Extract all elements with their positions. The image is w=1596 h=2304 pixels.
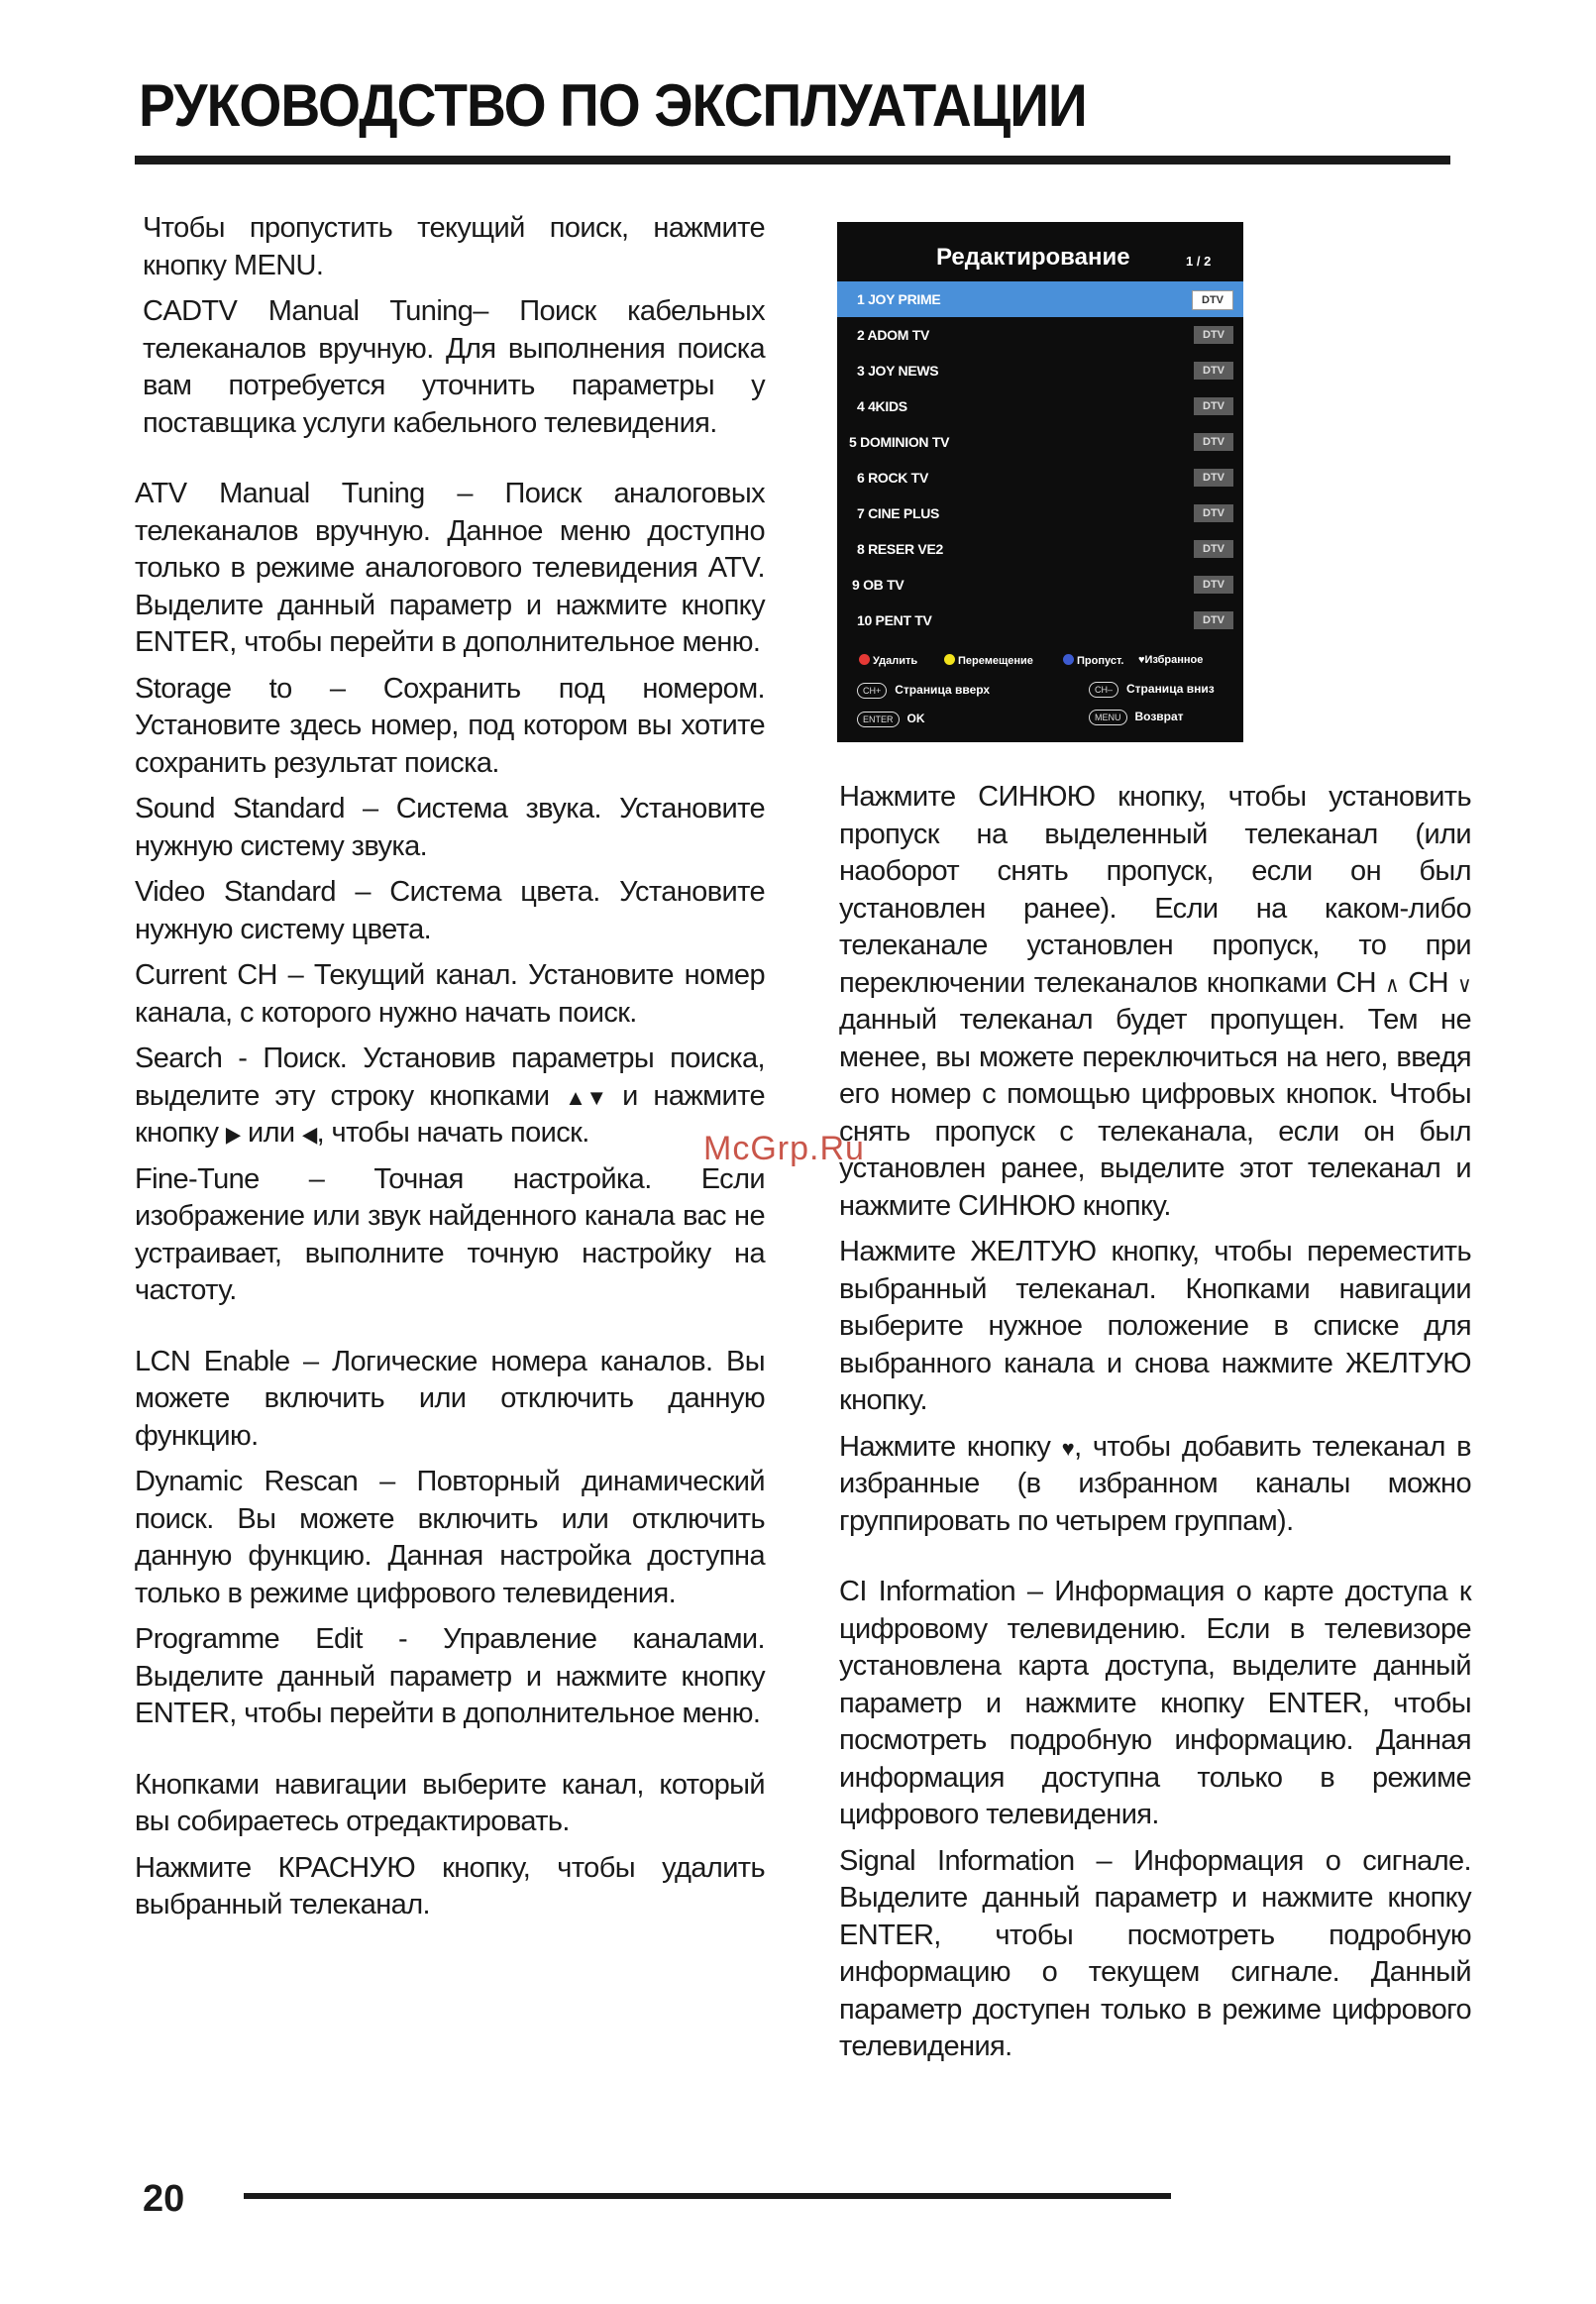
paragraph-blue-button: Нажмите СИНЮЮ кнопку, чтобы установить пропуск на выделенный телеканал (или наоборот снять пропуск, если он был установлен ранее). Если на каком-либо телеканале установлен пропуск, то при переключении телеканалов кнопками CH ∧ CH ∨ данный телеканал будет пропущен. Тем не менее, вы можете переключиться на него, введя его номер с помощью цифровых кнопок. Чтобы снять пропуск с телеканала, если он был установлен ранее, выделите этот телеканал и нажмите СИНЮЮ кнопку. (839, 781, 1471, 1222)
menu-key: MENU (1089, 710, 1127, 725)
dtv-badge: DTV (1194, 504, 1233, 522)
paragraph-ci-information: CI Information – Информация о карте доступа к цифровому телевидению. Если в телевизоре установлена карта доступа, выделите данный параметр и нажмите кнопку ENTER, чтобы посмотреть подробную информацию. Данная информация доступна только в режиме цифрового телевидения. (839, 1576, 1471, 1830)
channel-list (837, 281, 1243, 638)
paragraph-current-ch: Current CH – Текущий канал. Установите номер канала, с которого нужно начать поиск. (135, 959, 765, 1029)
title-rule (135, 156, 1450, 165)
dtv-badge: DTV (1194, 576, 1233, 594)
page-title: РУКОВОДСТВО ПО ЭКСПЛУАТАЦИИ (139, 72, 1087, 139)
channel-row[interactable]: 4 4KIDS DTV (837, 388, 1243, 424)
legend-delete: Удалить (859, 654, 917, 667)
watermark: McGrp.Ru (703, 1130, 865, 1167)
tv-menu-title: Редактирование (936, 244, 1130, 271)
paragraph-programme-edit: Programme Edit - Управление каналами. Выделите данный параметр и нажмите кнопку ENTER, чтобы перейти в дополнительное меню. (135, 1623, 765, 1729)
nav-page-down: CH– Страница вниз (1089, 682, 1215, 698)
nav-ok: ENTER OK (857, 712, 925, 727)
dtv-badge: DTV (1194, 362, 1233, 380)
paragraph-yellow-button: Нажмите ЖЕЛТУЮ кнопку, чтобы переместить выбранный телеканал. Кнопками навигации выберите нужное положение в списке для выбранного канала и снова нажмите ЖЕЛТУЮ кнопку. (839, 1236, 1471, 1416)
channel-row[interactable]: 7 CINE PLUS DTV (837, 495, 1243, 531)
search-text-a: Search - Поиск. Установив параметры поиска, выделите эту строку кнопками (135, 1042, 765, 1112)
up-down-arrows-icon: ▲▼ (565, 1084, 607, 1110)
heart-icon: ♥ (1138, 654, 1145, 666)
search-text-c: или (248, 1117, 295, 1149)
tv-page-indicator: 1 / 2 (1186, 254, 1212, 269)
right-column (839, 779, 1471, 2075)
paragraph-fine-tune: Fine-Tune – Точная настройка. Если изображение или звук найденного канала вас не устраивает, выполните точную настройку на частоту. (135, 1162, 765, 1306)
channel-row[interactable]: 3 JOY NEWS DTV (837, 353, 1243, 388)
paragraph-cadtv-manual-tuning: CADTV Manual Tuning– Поиск кабельных телеканалов вручную. Для выполнения поиска вам потребуется уточнить параметры у поставщика услуги кабельного телевидения. (143, 295, 765, 439)
channel-row[interactable]: 8 RESER VE2 DTV (837, 531, 1243, 567)
channel-row[interactable]: 9 OB TV DTV (837, 567, 1243, 603)
ch-plus-key: CH+ (857, 683, 887, 699)
paragraph-dynamic-rescan: Dynamic Rescan – Повторный динамический поиск. Вы можете включить или отключить данную функцию. Данная настройка доступна только в режиме цифрового телевидения. (135, 1466, 765, 1609)
ch-minus-key: CH– (1089, 682, 1118, 698)
paragraph-sound-standard: Sound Standard – Система звука. Установите нужную систему звука. (135, 793, 765, 862)
channel-row[interactable]: 10 PENT TV DTV (837, 603, 1243, 638)
channel-row[interactable]: 5 DOMINION TV DTV (837, 424, 1243, 460)
channel-row[interactable]: 6 ROCK TV DTV (837, 460, 1243, 495)
yellow-dot-icon (944, 654, 955, 665)
paragraph-video-standard: Video Standard – Система цвета. Установите нужную систему цвета. (135, 876, 765, 945)
tv-header (837, 240, 1243, 279)
paragraph-red-button: Нажмите КРАСНУЮ кнопку, чтобы удалить выбранный телеканал. (135, 1851, 765, 1920)
heart-icon: ♥ (1061, 1435, 1075, 1461)
dtv-badge: DTV (1194, 326, 1233, 344)
paragraph-atv-manual-tuning: ATV Manual Tuning – Поиск аналоговых телеканалов вручную. Данное меню доступно только в режиме аналогового телевидения ATV. Выделите данный параметр и нажмите кнопку ENTER, чтобы перейти в дополнительное меню. (135, 478, 765, 658)
blue-dot-icon (1063, 654, 1074, 665)
dtv-badge: DTV (1194, 611, 1233, 629)
paragraph-skip-search: Чтобы пропустить текущий поиск, нажмите кнопку MENU. (143, 212, 765, 281)
dtv-badge: DTV (1192, 290, 1233, 310)
right-arrow-icon: ▶ (225, 1122, 241, 1147)
channel-row[interactable]: 1 JOY PRIME DTV (837, 281, 1243, 317)
footer-rule (244, 2193, 1171, 2199)
dtv-badge: DTV (1194, 469, 1233, 487)
paragraph-storage-to: Storage to – Сохранить под номером. Установите здесь номер, под котором вы хотите сохранить результат поиска. (135, 672, 765, 779)
red-dot-icon (859, 654, 870, 665)
dtv-badge: DTV (1194, 540, 1233, 558)
left-arrow-icon: ◀ (302, 1122, 317, 1147)
paragraph-favorite-button: Нажмите кнопку ♥, чтобы добавить телеканал в избранные (в избранном каналы можно группировать по четырем группам). (839, 1430, 1471, 1537)
dtv-badge: DTV (1194, 433, 1233, 451)
paragraph-lcn-enable: LCN Enable – Логические номера каналов. Вы можете включить или отключить данную функцию. (135, 1345, 765, 1452)
nav-back: MENU Возврат (1089, 710, 1184, 725)
legend-favorite: ♥Избранное (1138, 654, 1204, 666)
left-column (135, 210, 765, 1933)
legend-skip: Пропуст. (1063, 654, 1123, 667)
page-number: 20 (143, 2178, 185, 2220)
search-text-d: , чтобы начать поиск. (316, 1117, 589, 1149)
ch-down-icon: ∨ (1457, 971, 1471, 997)
nav-page-up: CH+ Страница вверх (857, 683, 990, 699)
dtv-badge: DTV (1194, 397, 1233, 415)
legend-move: Перемещение (944, 654, 1033, 667)
enter-key: ENTER (857, 712, 900, 727)
paragraph-search (135, 1041, 765, 1152)
ch-up-icon: ∧ (1385, 971, 1400, 997)
paragraph-signal-information: Signal Information – Информация о сигнале. Выделите данный параметр и нажмите кнопку ENTER, чтобы посмотреть подробную информацию о текущем сигнале. Данный параметр доступен только в режиме цифрового телевидения. (839, 1844, 1471, 2062)
channel-row[interactable]: 2 ADOM TV DTV (837, 317, 1243, 353)
channel-edit-screen (837, 222, 1243, 742)
search-text-b: и нажмите кнопку (135, 1079, 765, 1149)
paragraph-select-channel: Кнопками навигации выберите канал, который вы собираетесь отредактировать. (135, 1768, 765, 1837)
